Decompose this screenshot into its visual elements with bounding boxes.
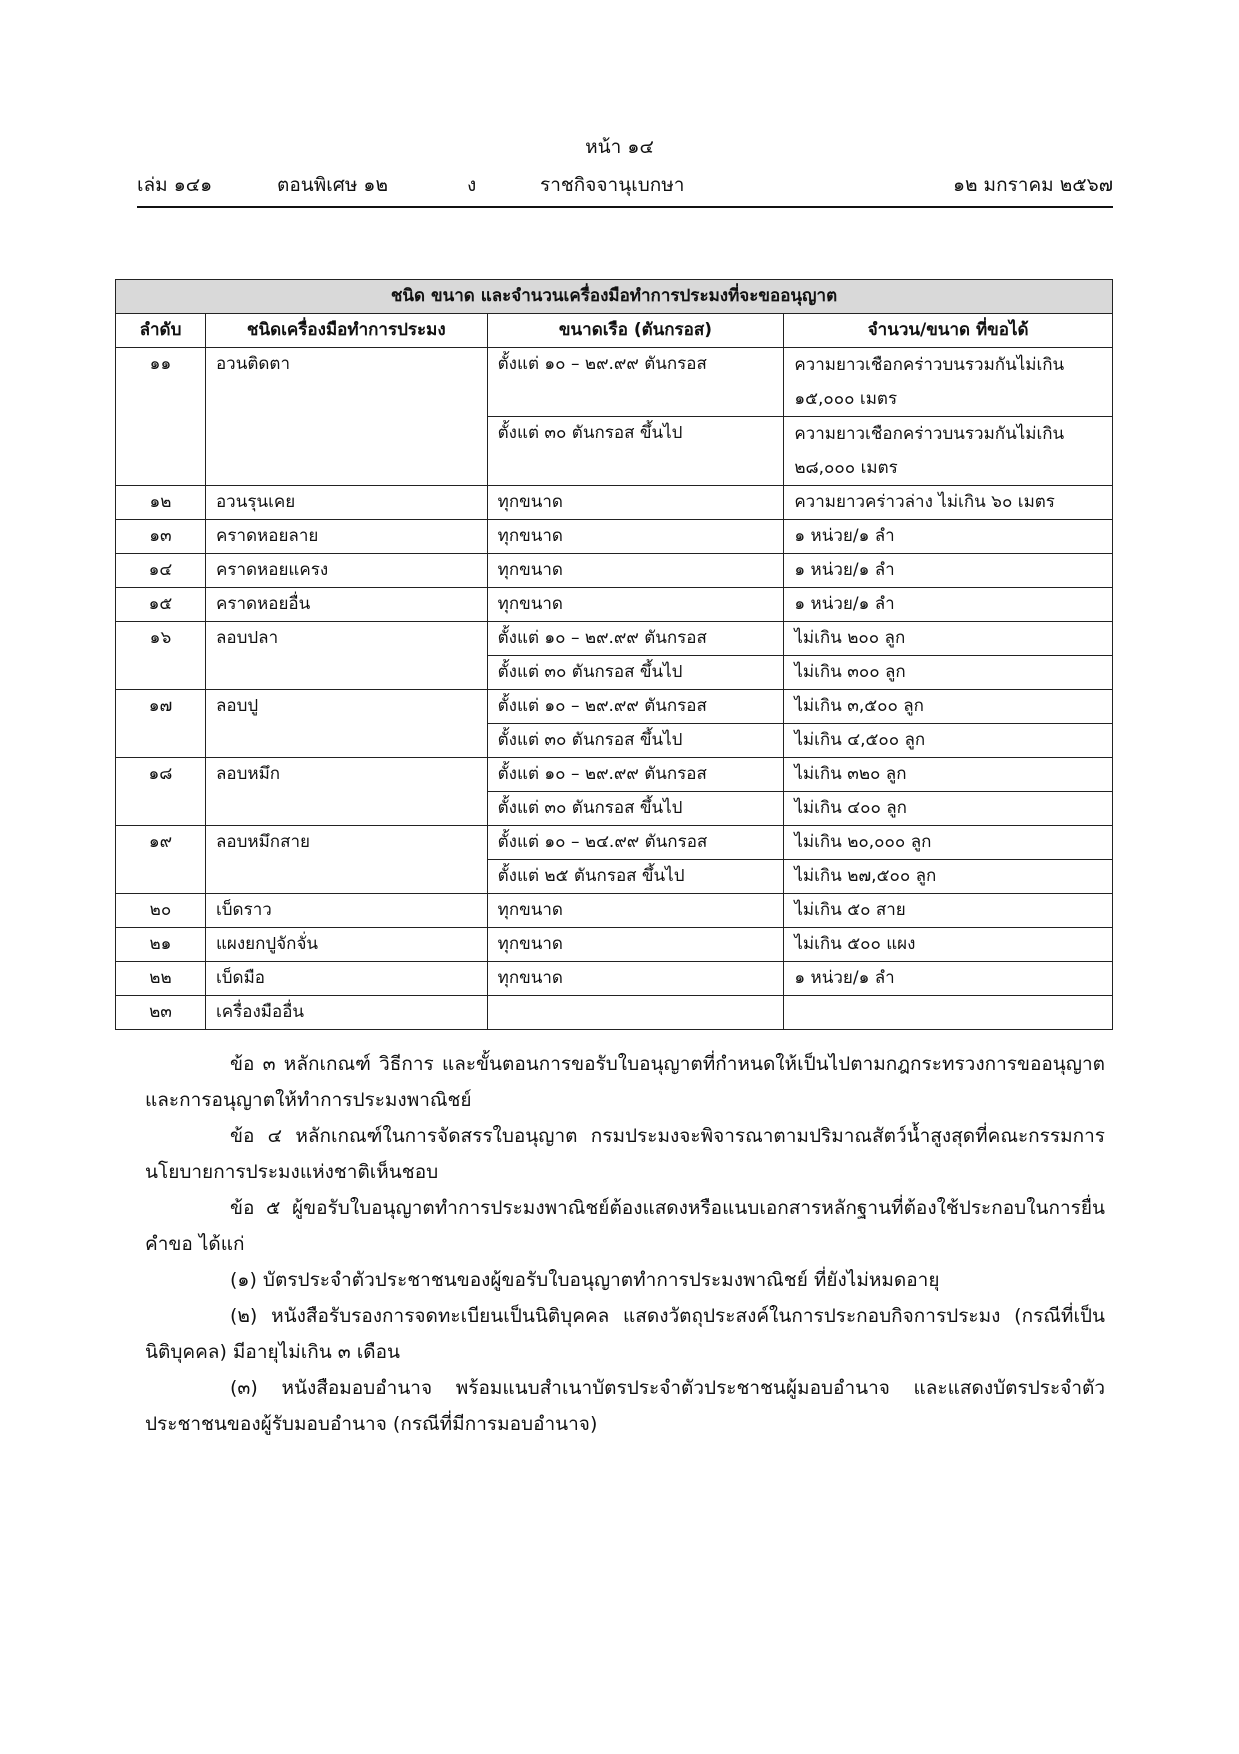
column-header: ชนิดเครื่องมือทำการประมง — [205, 314, 487, 348]
row-number: ๒๓ — [116, 996, 206, 1030]
table-row — [116, 554, 1113, 588]
document-item-3: (๓) หนังสือมอบอำนาจ พร้อมแนบสำเนาบัตรประจำตัวประชาชนผู้มอบอำนาจ และแสดงบัตรประจำตัวประชาชนของผู้รับมอบอำนาจ (กรณีที่มีการมอบอำนาจ) — [145, 1377, 1105, 1435]
page-number: หน้า ๑๔ — [585, 136, 654, 158]
vessel-size: ทุกขนาด — [487, 894, 784, 928]
quantity-cell: ไม่เกิน ๒๐,๐๐๐ ลูก — [784, 826, 1113, 860]
vessel-size: ทุกขนาด — [487, 520, 784, 554]
table-row — [116, 928, 1113, 962]
vessel-size: ตั้งแต่ ๒๕ ตันกรอส ขึ้นไป — [487, 860, 784, 894]
row-number: ๑๑ — [116, 348, 206, 486]
vessel-size: ตั้งแต่ ๑๐ – ๒๙.๙๙ ตันกรอส — [487, 348, 784, 417]
quantity-line: ๑๕,๐๐๐ เมตร — [794, 389, 898, 409]
quantity-cell: ไม่เกิน ๓๒๐ ลูก — [784, 758, 1113, 792]
table-row — [116, 486, 1113, 520]
table-row — [116, 996, 1113, 1030]
vessel-size: ทุกขนาด — [487, 486, 784, 520]
issue-date: ๑๒ มกราคม ๒๕๖๗ — [952, 174, 1113, 196]
gear-type: อวนรุนเคย — [205, 486, 487, 520]
gear-type: เครื่องมืออื่น — [205, 996, 487, 1030]
vessel-size — [487, 996, 784, 1030]
quantity-cell — [784, 348, 1113, 417]
row-number: ๑๗ — [116, 690, 206, 758]
row-number: ๑๔ — [116, 554, 206, 588]
quantity-cell: ไม่เกิน ๒๐๐ ลูก — [784, 622, 1113, 656]
gear-type: เบ็ดมือ — [205, 962, 487, 996]
vessel-size: ตั้งแต่ ๑๐ – ๒๙.๙๙ ตันกรอส — [487, 758, 784, 792]
vessel-size: ตั้งแต่ ๑๐ – ๒๙.๙๙ ตันกรอส — [487, 622, 784, 656]
quantity-line: ๒๘,๐๐๐ เมตร — [794, 458, 898, 478]
quantity-cell: ไม่เกิน ๔,๕๐๐ ลูก — [784, 724, 1113, 758]
quantity-cell — [784, 417, 1113, 486]
quantity-cell: ๑ หน่วย/๑ ลำ — [784, 520, 1113, 554]
gear-type: คราดหอยแครง — [205, 554, 487, 588]
gear-type: คราดหอยอื่น — [205, 588, 487, 622]
quantity-line: ความยาวเชือกคร่าวบนรวมกันไม่เกิน — [794, 424, 1065, 444]
vessel-size: ทุกขนาด — [487, 962, 784, 996]
row-number: ๑๘ — [116, 758, 206, 826]
row-number: ๒๑ — [116, 928, 206, 962]
volume-label: เล่ม ๑๔๑ — [137, 174, 213, 196]
gear-type: ลอบหมึก — [205, 758, 487, 826]
vessel-size: ตั้งแต่ ๓๐ ตันกรอส ขึ้นไป — [487, 792, 784, 826]
quantity-cell: ๑ หน่วย/๑ ลำ — [784, 588, 1113, 622]
gazette-name: ราชกิจจานุเบกษา — [540, 174, 685, 196]
body-text — [145, 1046, 1105, 1442]
vessel-size: ตั้งแต่ ๑๐ – ๒๔.๙๙ ตันกรอส — [487, 826, 784, 860]
vessel-size: ทุกขนาด — [487, 588, 784, 622]
column-header: จำนวน/ขนาด ที่ขอได้ — [784, 314, 1113, 348]
column-header: ลำดับ — [116, 314, 206, 348]
row-number: ๑๖ — [116, 622, 206, 690]
clause-5: ข้อ ๕ ผู้ขอรับใบอนุญาตทำการประมงพาณิชย์ต้องแสดงหรือแนบเอกสารหลักฐานที่ต้องใช้ประกอบในการยื่นคำขอ ได้แก่ — [145, 1197, 1105, 1255]
gear-type: คราดหอยลาย — [205, 520, 487, 554]
table-row — [116, 588, 1113, 622]
quantity-cell: ไม่เกิน ๓๐๐ ลูก — [784, 656, 1113, 690]
gear-table — [115, 279, 1113, 1030]
row-number: ๑๒ — [116, 486, 206, 520]
quantity-cell: ไม่เกิน ๓,๕๐๐ ลูก — [784, 690, 1113, 724]
table-row — [116, 826, 1113, 860]
clause-4: ข้อ ๔ หลักเกณฑ์ในการจัดสรรใบอนุญาต กรมประมงจะพิจารณาตามปริมาณสัตว์น้ำสูงสุดที่คณะกรรมการนโยบายการประมงแห่งชาติเห็นชอบ — [145, 1125, 1105, 1183]
table-row — [116, 622, 1113, 656]
table-row — [116, 894, 1113, 928]
quantity-cell — [784, 996, 1113, 1030]
vessel-size: ทุกขนาด — [487, 928, 784, 962]
vessel-size: ตั้งแต่ ๓๐ ตันกรอส ขึ้นไป — [487, 417, 784, 486]
quantity-line: ความยาวเชือกคร่าวบนรวมกันไม่เกิน — [794, 355, 1065, 375]
row-number: ๑๓ — [116, 520, 206, 554]
table-row — [116, 520, 1113, 554]
vessel-size: ตั้งแต่ ๓๐ ตันกรอส ขึ้นไป — [487, 724, 784, 758]
document-item-2: (๒) หนังสือรับรองการจดทะเบียนเป็นนิติบุคคล แสดงวัตถุประสงค์ในการประกอบกิจการประมง (กรณีที่เป็นนิติบุคคล) มีอายุไม่เกิน ๓ เดือน — [145, 1305, 1105, 1363]
quantity-cell: ความยาวคร่าวล่าง ไม่เกิน ๖๐ เมตร — [784, 486, 1113, 520]
table-row — [116, 758, 1113, 792]
table-caption: ชนิด ขนาด และจำนวนเครื่องมือทำการประมงที่จะขออนุญาต — [116, 280, 1113, 314]
section-label: ง — [467, 174, 477, 196]
gear-type: ลอบปลา — [205, 622, 487, 690]
row-number: ๑๕ — [116, 588, 206, 622]
quantity-cell: ไม่เกิน ๕๐๐ แผง — [784, 928, 1113, 962]
table-row — [116, 962, 1113, 996]
gear-type: อวนติดตา — [205, 348, 487, 486]
quantity-cell: ไม่เกิน ๕๐ สาย — [784, 894, 1113, 928]
quantity-cell: ๑ หน่วย/๑ ลำ — [784, 962, 1113, 996]
vessel-size: ทุกขนาด — [487, 554, 784, 588]
vessel-size: ตั้งแต่ ๑๐ – ๒๙.๙๙ ตันกรอส — [487, 690, 784, 724]
gear-type: ลอบปู — [205, 690, 487, 758]
gear-type: แผงยกปูจักจั่น — [205, 928, 487, 962]
header-divider — [137, 206, 1113, 208]
row-number: ๒๒ — [116, 962, 206, 996]
column-header: ขนาดเรือ (ตันกรอส) — [487, 314, 784, 348]
vessel-size: ตั้งแต่ ๓๐ ตันกรอส ขึ้นไป — [487, 656, 784, 690]
gear-type: เบ็ดราว — [205, 894, 487, 928]
clause-3: ข้อ ๓ หลักเกณฑ์ วิธีการ และขั้นตอนการขอรับใบอนุญาตที่กำหนดให้เป็นไปตามกฎกระทรวงการขออนุญาตและการอนุญาตให้ทำการประมงพาณิชย์ — [145, 1053, 1105, 1111]
row-number: ๑๙ — [116, 826, 206, 894]
table-row — [116, 348, 1113, 417]
quantity-cell: ไม่เกิน ๒๗,๕๐๐ ลูก — [784, 860, 1113, 894]
issue-label: ตอนพิเศษ ๑๒ — [277, 174, 388, 196]
gear-type: ลอบหมึกสาย — [205, 826, 487, 894]
quantity-cell: ๑ หน่วย/๑ ลำ — [784, 554, 1113, 588]
document-item-1: (๑) บัตรประจำตัวประชาชนของผู้ขอรับใบอนุญาตทำการประมงพาณิชย์ ที่ยังไม่หมดอายุ — [230, 1269, 940, 1291]
gazette-header — [137, 170, 1113, 200]
row-number: ๒๐ — [116, 894, 206, 928]
table-row — [116, 690, 1113, 724]
quantity-cell: ไม่เกิน ๔๐๐ ลูก — [784, 792, 1113, 826]
